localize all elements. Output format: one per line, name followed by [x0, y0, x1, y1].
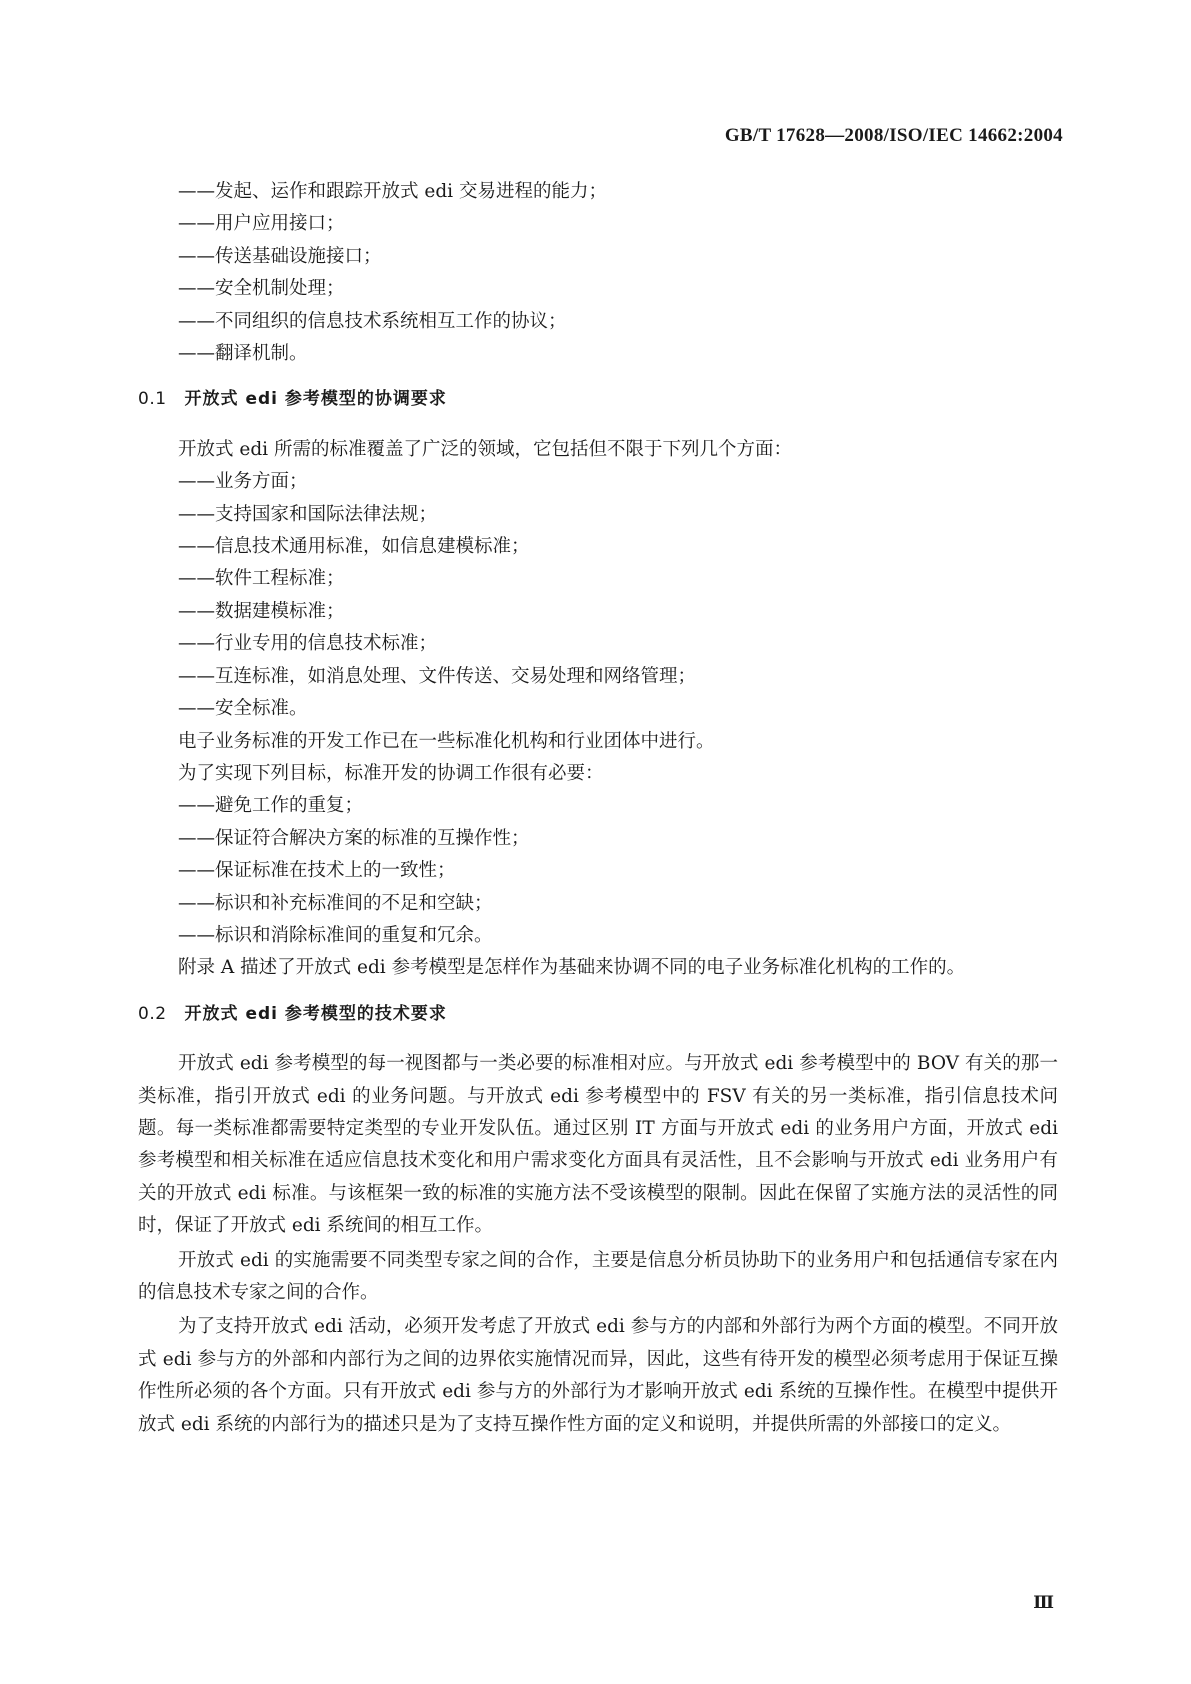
goals-lead: 为了实现下列目标，标准开发的协调工作很有必要： — [178, 762, 604, 784]
intro-list — [138, 176, 1058, 370]
section-title: 开放式 edi 参考模型的协调要求 — [184, 389, 447, 410]
statement-paragraph: 电子业务标准的开发工作已在一些标准化机构和行业团体中进行。 — [178, 730, 715, 752]
list-item: ——软件工程标准； — [178, 568, 345, 590]
annex-note: 附录 A 描述了开放式 edi 参考模型是怎样作为基础来协调不同的电子业务标准化机构的工作的。 — [178, 957, 966, 979]
section-number: 0.1 — [138, 389, 167, 410]
list-item: ——标识和消除标准间的重复和冗余。 — [178, 924, 493, 946]
list-item: ——保证符合解决方案的标准的互操作性； — [178, 827, 530, 849]
list-item: ——标识和补充标准间的不足和空缺； — [178, 892, 493, 914]
paragraph: 开放式 edi 的实施需要不同类型专家之间的合作，主要是信息分析员协助下的业务用户和包括通信专家在内的信息技术专家之间的合作。 — [138, 1249, 1058, 1303]
section-title: 开放式 edi 参考模型的技术要求 — [184, 1003, 447, 1024]
list-item: ——发起、运作和跟踪开放式 edi 交易进程的能力； — [178, 181, 607, 202]
list-item: ——翻译机制。 — [178, 343, 308, 365]
list-item: ——互连标准，如消息处理、文件传送、交易处理和网络管理； — [178, 665, 697, 687]
list-item: ——信息技术通用标准，如信息建模标准； — [178, 536, 530, 558]
section-heading-0-2 — [138, 998, 1058, 1030]
list-item: ——支持国家和国际法律法规； — [178, 503, 438, 525]
paragraph: 开放式 edi 参考模型的每一视图都与一类必要的标准相对应。与开放式 edi 参考模型中的 BOV 有关的那一类标准，指引开放式 edi 的业务问题。与开放式 edi 参考模型中的 FSV 有关的另一类标准，指引信息技术问题。每一类标准都需要特定类型的专业开发队伍。通过区别 IT 方面与开放式 edi 的业务用户方面，开放式 edi 参考模型和相关标准在适应信息技术变化和用户需求变化方面具有灵活性，且不会影响与开放式 edi 业务用户有关的开放式 edi 标准。与该框架一致的标准的实施方法不受该模型的限制。因此在保留了实施方法的灵活性的同时，保证了开放式 edi 系统间的相互工作。 — [138, 1053, 1058, 1237]
goals-list — [138, 790, 1058, 952]
page-number: Ⅲ — [1033, 1593, 1054, 1612]
list-item: ——安全机制处理； — [178, 278, 345, 300]
list-item: ——业务方面； — [178, 471, 308, 493]
list-item: ——安全标准。 — [178, 698, 308, 720]
page-body — [138, 176, 1058, 1441]
list-item: ——不同组织的信息技术系统相互工作的协议； — [178, 310, 567, 332]
list-item: ——行业专用的信息技术标准； — [178, 633, 438, 655]
list-item: ——传送基础设施接口； — [178, 245, 382, 267]
section-heading-0-1 — [138, 383, 1058, 415]
areas-list — [138, 466, 1058, 725]
paragraph: 为了支持开放式 edi 活动，必须开发考虑了开放式 edi 参与方的内部和外部行为两个方面的模型。不同开放式 edi 参与方的外部和内部行为之间的边界依实施情况而异，因此，这些有待开发的模型必须考虑用于保证互操作性所必须的各个方面。只有开放式 edi 参与方的外部行为才影响开放式 edi 系统的互操作性。在模型中提供开放式 edi 系统的内部行为的描述只是为了支持互操作性方面的定义和说明，并提供所需的外部接口的定义。 — [138, 1316, 1058, 1435]
standard-number: GB/T 17628—2008/ISO/IEC 14662:2004 — [724, 125, 1063, 146]
section-number: 0.2 — [138, 1003, 167, 1024]
list-item: ——避免工作的重复； — [178, 795, 364, 817]
list-item: ——数据建模标准； — [178, 600, 345, 622]
section-lead: 开放式 edi 所需的标准覆盖了广泛的领域，它包括但不限于下列几个方面： — [178, 438, 792, 460]
list-item: ——用户应用接口； — [178, 213, 345, 235]
list-item: ——保证标准在技术上的一致性； — [178, 860, 456, 882]
